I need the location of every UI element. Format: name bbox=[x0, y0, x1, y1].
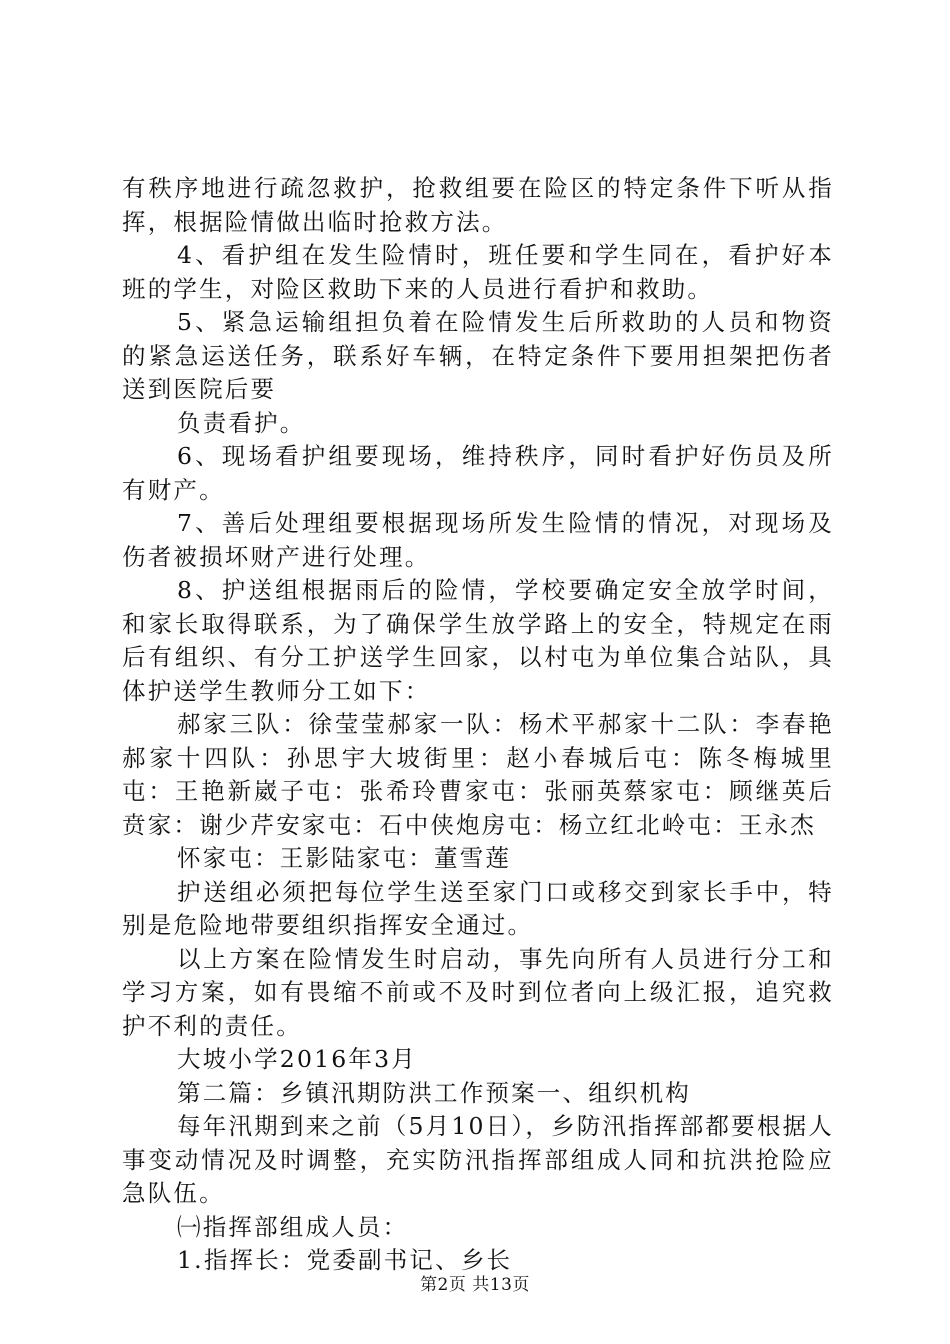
paragraph: 护送组必须把每位学生送至家门口或移交到家长手中，特别是危险地带要组织指挥安全通过。 bbox=[122, 877, 834, 939]
paragraph: 有秩序地进行疏忽救护，抢救组要在险区的特定条件下听从指挥，根据险情做出临时抢救方法。 bbox=[122, 174, 834, 236]
paragraph: 7、善后处理组要根据现场所发生险情的情况，对现场及伤者被损坏财产进行处理。 bbox=[122, 509, 834, 571]
paragraph: 郝家三队：徐莹莹郝家一队：杨术平郝家十二队：李春艳郝家十四队：孙思宇大坡街里：赵小春城后屯：陈冬梅城里屯：王艳新崴子屯：张希玲曹家屯：张丽英蔡家屯：顾继英后贲家：谢少芹安家屯：石中侠炮房屯：杨立红北岭屯：王永杰 bbox=[122, 710, 834, 839]
paragraph: 1.指挥长：党委副书记、乡长 bbox=[177, 1246, 513, 1274]
paragraph: 8、护送组根据雨后的险情，学校要确定安全放学时间，和家长取得联系，为了确保学生放学路上的安全，特规定在雨后有组织、有分工护送学生回家，以村屯为单位集合站队，具体护送学生教师分工如下： bbox=[122, 576, 834, 705]
paragraph: ㈠指挥部组成人员： bbox=[177, 1212, 409, 1241]
page-footer: 第2页 共13页 bbox=[420, 1275, 530, 1295]
paragraph: 4、看护组在发生险情时，班任要和学生同在，看护好本班的学生，对险区救助下来的人员进行看护和救助。 bbox=[122, 241, 834, 303]
paragraph: 第二篇：乡镇汛期防洪工作预案一、组织机构 bbox=[177, 1078, 691, 1107]
paragraph: 大坡小学2016年3月 bbox=[177, 1045, 417, 1073]
paragraph: 5、紧急运输组担负着在险情发生后所救助的人员和物资的紧急运送任务，联系好车辆，在特定条件下要用担架把伤者送到医院后要 bbox=[122, 308, 834, 403]
document-body bbox=[122, 172, 834, 1278]
paragraph: 每年汛期到来之前（5月10日），乡防汛指挥部都要根据人事变动情况及时调整，充实防汛指挥部组成人同和抗洪抢险应急队伍。 bbox=[122, 1112, 834, 1207]
paragraph: 6、现场看护组要现场，维持秩序，同时看护好伤员及所有财产。 bbox=[122, 442, 834, 504]
paragraph: 负责看护。 bbox=[177, 408, 306, 437]
paragraph: 以上方案在险情发生时启动，事先向所有人员进行分工和学习方案，如有畏缩不前或不及时到位者向上级汇报，追究救护不利的责任。 bbox=[122, 944, 834, 1040]
paragraph: 怀家屯：王影陆家屯：董雪莲 bbox=[177, 844, 512, 872]
